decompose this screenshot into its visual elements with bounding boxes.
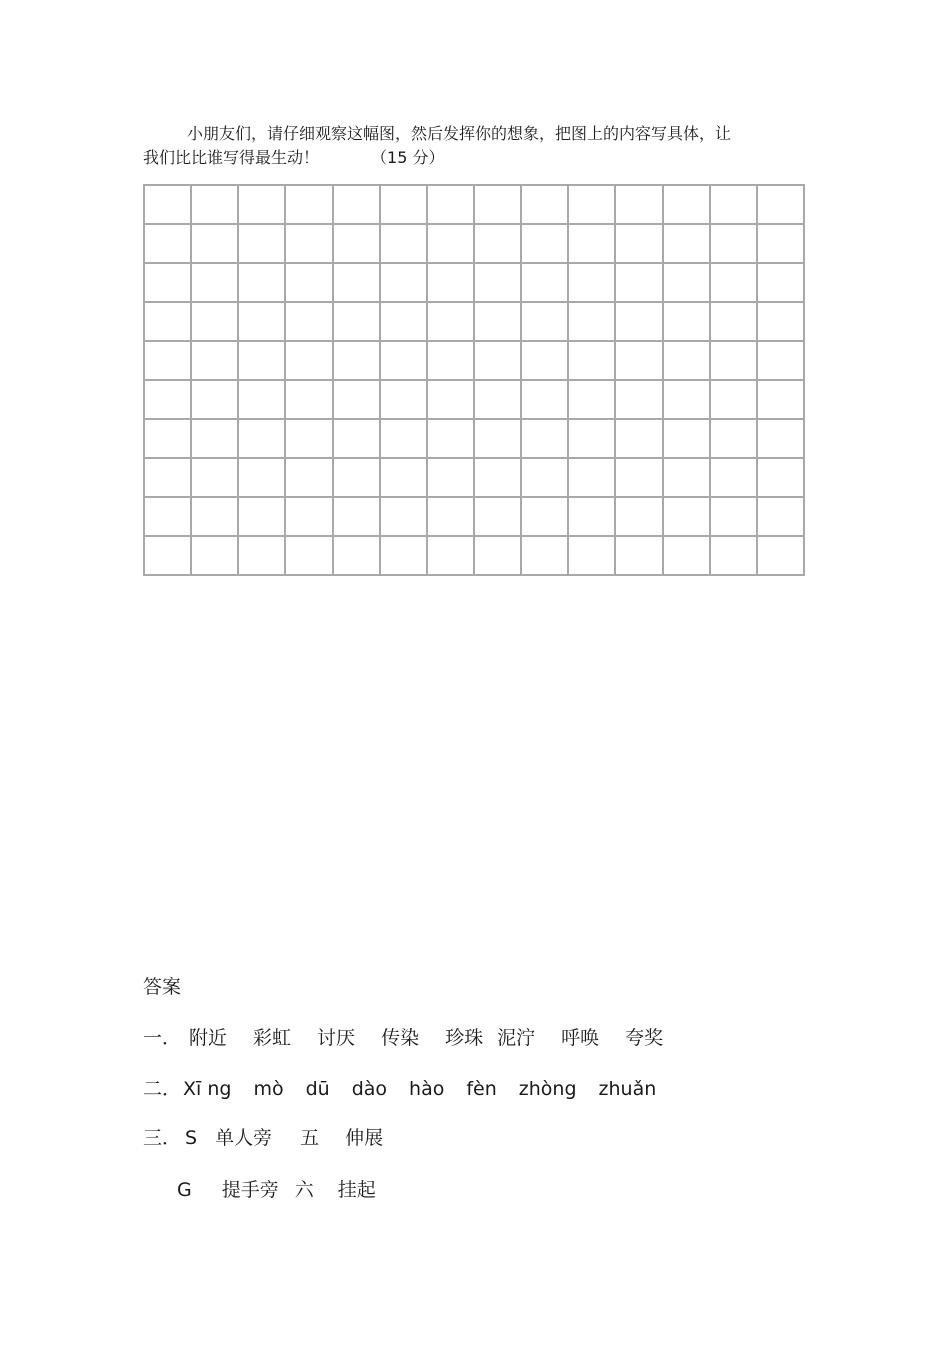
grid-cell[interactable] <box>191 224 238 263</box>
grid-cell[interactable] <box>191 536 238 575</box>
grid-cell[interactable] <box>568 302 615 341</box>
grid-cell[interactable] <box>568 497 615 536</box>
answer-item: hào <box>409 1078 445 1100</box>
answer-item: fèn <box>466 1078 497 1100</box>
grid-row <box>144 419 804 458</box>
grid-cell[interactable] <box>285 341 332 380</box>
grid-row <box>144 341 804 380</box>
grid-cell[interactable] <box>144 302 191 341</box>
grid-cell[interactable] <box>474 419 521 458</box>
grid-cell[interactable] <box>474 458 521 497</box>
answer-item: 附近 <box>189 1027 228 1049</box>
grid-cell[interactable] <box>144 497 191 536</box>
answer-item: 呼唤 <box>561 1027 600 1049</box>
answer-item: 伸展 <box>345 1127 384 1149</box>
grid-cell[interactable] <box>663 380 710 419</box>
grid-cell[interactable] <box>285 380 332 419</box>
prompt-line-1: 小朋友们，请仔细观察这幅图，然后发挥你的想象，把图上的内容写具体，让 <box>187 124 732 143</box>
answer-row-2-label: 二． <box>143 1078 182 1100</box>
grid-cell[interactable] <box>238 341 285 380</box>
grid-cell[interactable] <box>285 497 332 536</box>
grid-cell[interactable] <box>615 536 662 575</box>
grid-cell[interactable] <box>333 341 380 380</box>
grid-cell[interactable] <box>757 380 804 419</box>
grid-cell[interactable] <box>521 224 568 263</box>
grid-cell[interactable] <box>521 380 568 419</box>
answer-item: S <box>185 1127 198 1149</box>
grid-cell[interactable] <box>663 224 710 263</box>
grid-cell[interactable] <box>663 302 710 341</box>
grid-cell[interactable] <box>615 224 662 263</box>
grid-cell[interactable] <box>757 185 804 224</box>
writing-grid <box>143 184 805 576</box>
grid-row <box>144 380 804 419</box>
grid-cell[interactable] <box>285 185 332 224</box>
grid-cell[interactable] <box>757 458 804 497</box>
grid-cell[interactable] <box>710 458 757 497</box>
grid-cell[interactable] <box>380 419 427 458</box>
grid-cell[interactable] <box>285 458 332 497</box>
grid-cell[interactable] <box>474 380 521 419</box>
grid-cell[interactable] <box>757 302 804 341</box>
grid-cell[interactable] <box>710 536 757 575</box>
grid-cell[interactable] <box>238 419 285 458</box>
grid-cell[interactable] <box>521 497 568 536</box>
grid-cell[interactable] <box>521 419 568 458</box>
grid-cell[interactable] <box>663 536 710 575</box>
answer-item: zhuǎn <box>598 1078 657 1100</box>
answer-row-1-label: 一． <box>143 1027 182 1049</box>
answer-item: mò <box>253 1078 284 1100</box>
grid-cell[interactable] <box>380 458 427 497</box>
grid-cell[interactable] <box>191 341 238 380</box>
grid-cell[interactable] <box>333 302 380 341</box>
grid-cell[interactable] <box>427 497 474 536</box>
grid-cell[interactable] <box>474 302 521 341</box>
grid-cell[interactable] <box>710 380 757 419</box>
grid-cell[interactable] <box>191 419 238 458</box>
prompt-line-2-text: 我们比比谁写得最生动！ <box>143 148 320 167</box>
grid-cell[interactable] <box>663 185 710 224</box>
grid-cell[interactable] <box>568 263 615 302</box>
grid-cell[interactable] <box>238 536 285 575</box>
grid-cell[interactable] <box>521 302 568 341</box>
answer-heading: 答案 <box>143 976 182 998</box>
grid-cell[interactable] <box>663 497 710 536</box>
grid-row <box>144 185 804 224</box>
grid-cell[interactable] <box>427 185 474 224</box>
grid-cell[interactable] <box>333 185 380 224</box>
grid-cell[interactable] <box>238 263 285 302</box>
answer-item: 单人旁 <box>215 1127 273 1149</box>
grid-cell[interactable] <box>191 263 238 302</box>
grid-cell[interactable] <box>380 497 427 536</box>
answer-item: G <box>177 1179 192 1201</box>
grid-cell[interactable] <box>615 458 662 497</box>
grid-cell[interactable] <box>238 458 285 497</box>
grid-cell[interactable] <box>568 185 615 224</box>
grid-cell[interactable] <box>615 497 662 536</box>
answer-item: 传染 <box>381 1027 420 1049</box>
grid-cell[interactable] <box>380 302 427 341</box>
grid-cell[interactable] <box>380 341 427 380</box>
grid-cell[interactable] <box>757 263 804 302</box>
grid-cell[interactable] <box>427 224 474 263</box>
grid-cell[interactable] <box>757 536 804 575</box>
grid-cell[interactable] <box>333 497 380 536</box>
grid-cell[interactable] <box>380 380 427 419</box>
grid-cell[interactable] <box>757 224 804 263</box>
grid-cell[interactable] <box>144 341 191 380</box>
grid-cell[interactable] <box>521 185 568 224</box>
grid-cell[interactable] <box>710 224 757 263</box>
answer-item: Xī ng <box>183 1078 232 1100</box>
grid-cell[interactable] <box>333 224 380 263</box>
grid-cell[interactable] <box>757 497 804 536</box>
grid-cell[interactable] <box>710 419 757 458</box>
grid-cell[interactable] <box>144 536 191 575</box>
grid-cell[interactable] <box>710 302 757 341</box>
grid-cell[interactable] <box>285 302 332 341</box>
grid-cell[interactable] <box>333 419 380 458</box>
grid-cell[interactable] <box>474 536 521 575</box>
grid-cell[interactable] <box>615 380 662 419</box>
answer-row-3-label: 三． <box>143 1127 182 1149</box>
grid-cell[interactable] <box>710 185 757 224</box>
grid-cell[interactable] <box>144 263 191 302</box>
grid-cell[interactable] <box>380 263 427 302</box>
grid-cell[interactable] <box>427 263 474 302</box>
grid-cell[interactable] <box>285 419 332 458</box>
grid-cell[interactable] <box>663 458 710 497</box>
answer-item: 珍珠 <box>445 1027 484 1049</box>
grid-row <box>144 458 804 497</box>
grid-cell[interactable] <box>238 185 285 224</box>
grid-cell[interactable] <box>238 224 285 263</box>
grid-cell[interactable] <box>521 341 568 380</box>
grid-cell[interactable] <box>521 458 568 497</box>
answer-item: 挂起 <box>337 1179 376 1201</box>
grid-cell[interactable] <box>568 458 615 497</box>
grid-cell[interactable] <box>427 536 474 575</box>
answer-row-4 <box>177 1175 402 1202</box>
grid-cell[interactable] <box>568 419 615 458</box>
grid-cell[interactable] <box>427 302 474 341</box>
grid-cell[interactable] <box>333 263 380 302</box>
grid-cell[interactable] <box>191 458 238 497</box>
grid-cell[interactable] <box>191 185 238 224</box>
grid-cell[interactable] <box>710 341 757 380</box>
answer-item: 夸奖 <box>625 1027 664 1049</box>
grid-cell[interactable] <box>144 458 191 497</box>
grid-cell[interactable] <box>238 380 285 419</box>
answer-item: 五 <box>300 1127 320 1149</box>
answer-item: 彩虹 <box>253 1027 292 1049</box>
grid-cell[interactable] <box>427 419 474 458</box>
answer-row-3 <box>143 1123 409 1150</box>
grid-cell[interactable] <box>333 380 380 419</box>
composition-prompt <box>143 122 803 170</box>
grid-cell[interactable] <box>615 185 662 224</box>
prompt-line-2 <box>143 146 803 170</box>
grid-cell[interactable] <box>521 263 568 302</box>
grid-cell[interactable] <box>663 341 710 380</box>
grid-cell[interactable] <box>757 419 804 458</box>
grid-cell[interactable] <box>191 302 238 341</box>
grid-cell[interactable] <box>615 419 662 458</box>
grid-cell[interactable] <box>521 536 568 575</box>
answer-row-2 <box>143 1074 682 1101</box>
grid-cell[interactable] <box>568 380 615 419</box>
grid-cell[interactable] <box>427 341 474 380</box>
grid-row <box>144 497 804 536</box>
grid-cell[interactable] <box>710 263 757 302</box>
grid-cell[interactable] <box>380 185 427 224</box>
answer-item: 六 <box>294 1179 314 1201</box>
grid-cell[interactable] <box>568 341 615 380</box>
grid-cell[interactable] <box>427 458 474 497</box>
grid-cell[interactable] <box>568 536 615 575</box>
answer-item: zhòng <box>518 1078 577 1100</box>
grid-cell[interactable] <box>380 224 427 263</box>
grid-cell[interactable] <box>474 263 521 302</box>
grid-cell[interactable] <box>144 185 191 224</box>
grid-cell[interactable] <box>238 302 285 341</box>
grid-cell[interactable] <box>474 185 521 224</box>
grid-cell[interactable] <box>474 224 521 263</box>
grid-cell[interactable] <box>474 497 521 536</box>
grid-cell[interactable] <box>191 497 238 536</box>
grid-cell[interactable] <box>474 341 521 380</box>
answer-item: dào <box>351 1078 388 1100</box>
answer-item: dū <box>305 1078 330 1100</box>
grid-cell[interactable] <box>757 341 804 380</box>
grid-cell[interactable] <box>333 458 380 497</box>
grid-cell[interactable] <box>285 536 332 575</box>
grid-row <box>144 302 804 341</box>
score-label: （15 分） <box>371 148 445 167</box>
answer-item: 提手旁 <box>221 1179 279 1201</box>
grid-row <box>144 536 804 575</box>
grid-cell[interactable] <box>615 341 662 380</box>
answer-item: 讨厌 <box>317 1027 356 1049</box>
grid-cell[interactable] <box>427 380 474 419</box>
grid-cell[interactable] <box>615 302 662 341</box>
grid-cell[interactable] <box>285 224 332 263</box>
grid-cell[interactable] <box>144 380 191 419</box>
grid-cell[interactable] <box>663 419 710 458</box>
grid-cell[interactable] <box>663 263 710 302</box>
grid-cell[interactable] <box>380 536 427 575</box>
grid-row <box>144 224 804 263</box>
answer-item: 泥泞 <box>497 1027 536 1049</box>
answer-row-1 <box>143 1023 689 1050</box>
grid-cell[interactable] <box>144 419 191 458</box>
grid-row <box>144 263 804 302</box>
grid-cell[interactable] <box>191 380 238 419</box>
grid-cell[interactable] <box>615 263 662 302</box>
grid-cell[interactable] <box>285 263 332 302</box>
grid-cell[interactable] <box>333 536 380 575</box>
grid-cell[interactable] <box>710 497 757 536</box>
grid-cell[interactable] <box>238 497 285 536</box>
grid-cell[interactable] <box>144 224 191 263</box>
grid-cell[interactable] <box>568 224 615 263</box>
